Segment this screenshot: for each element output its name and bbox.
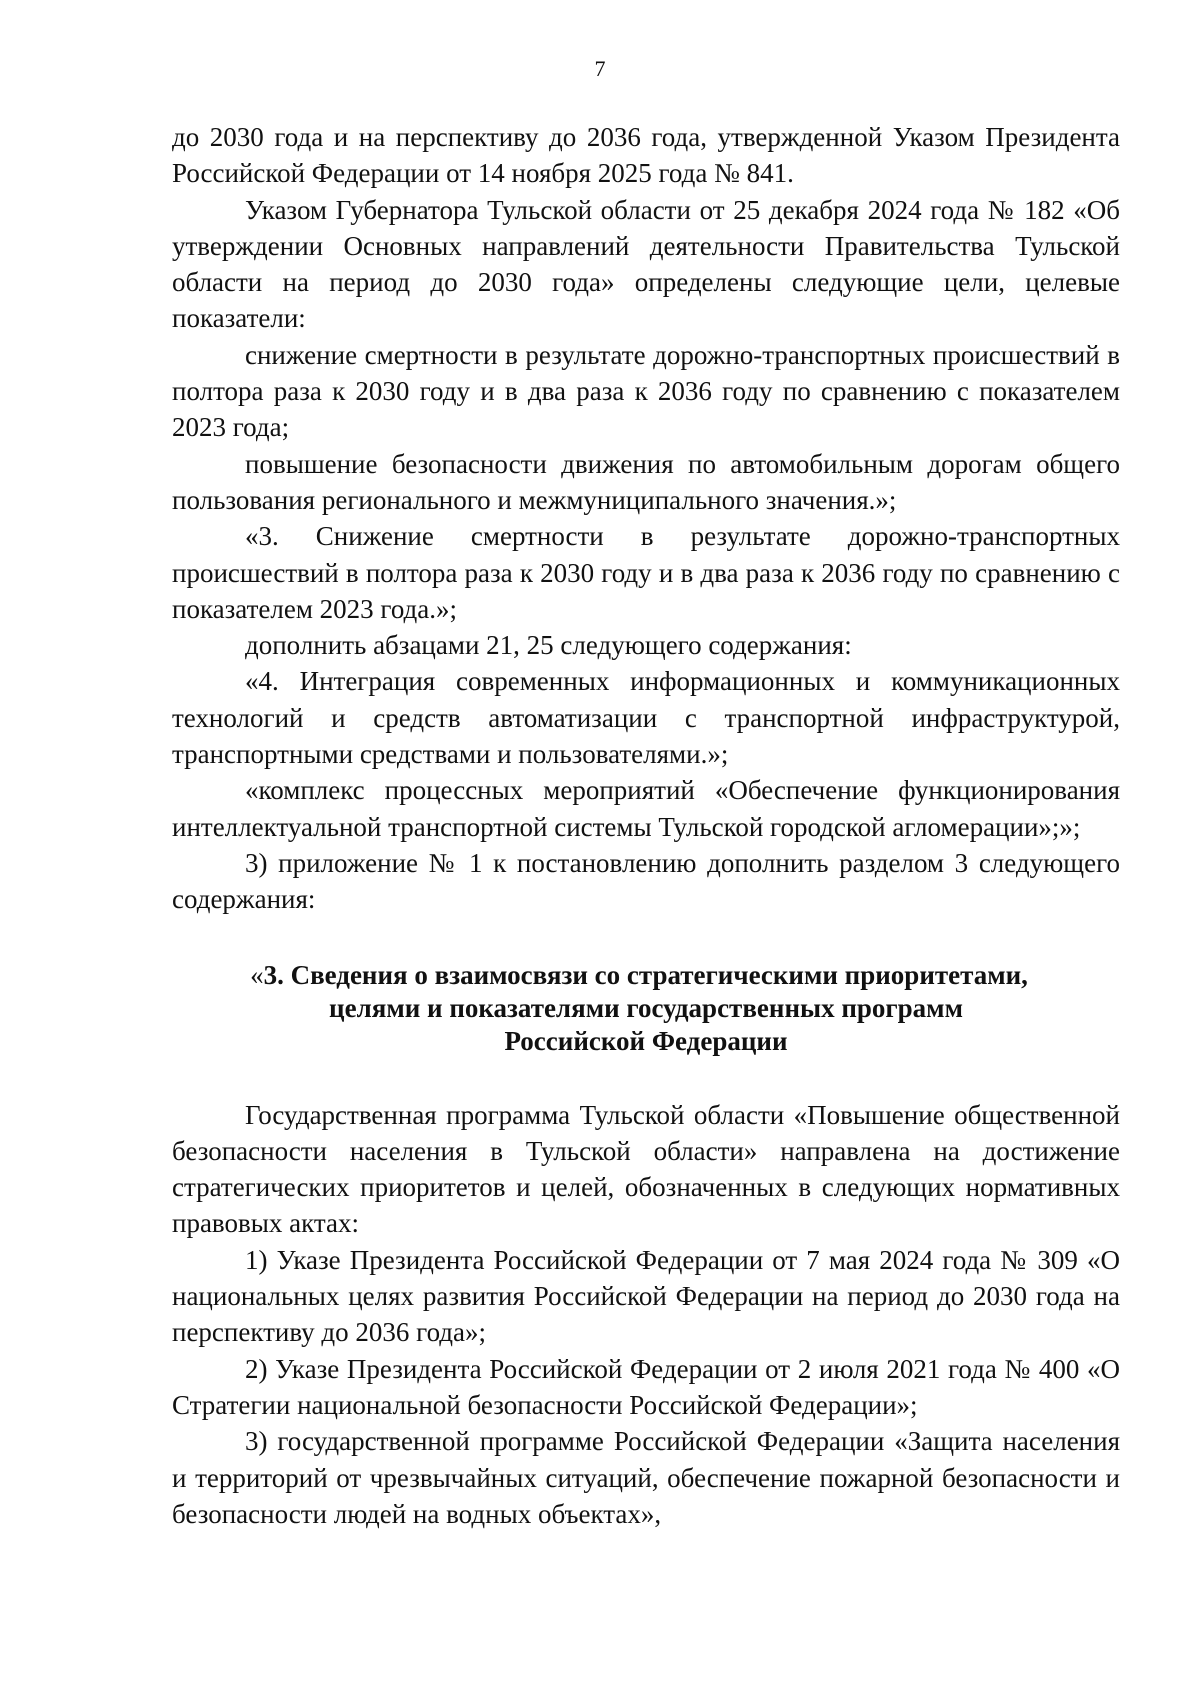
paragraph-appendix-amendment: 3) приложение № 1 к постановлению дополнить разделом 3 следующего содержания: bbox=[172, 847, 1120, 915]
paragraph-continuation: до 2030 года и на перспективу до 2036 года, утвержденной Указом Президента Российской Федерации от 14 ноября 2025 года № 841. bbox=[172, 122, 1120, 189]
section-heading bbox=[172, 959, 1120, 1058]
list-item-federal-program: 3) государственной программе Российской Федерации «Защита населения и территорий от чрезвычайных ситуаций, обеспечение пожарной безопасности и безопасности людей на водных объектах», bbox=[172, 1426, 1120, 1529]
paragraph-item-4: «4. Интеграция современных информационных и коммуникационных технологий и средств автоматизации с транспортной инфраструктурой, транспортными средствами и пользователями.»; bbox=[172, 666, 1120, 770]
section-heading-line-3: Российской Федерации bbox=[504, 1025, 788, 1056]
section-heading-open-quote: « bbox=[250, 959, 264, 990]
paragraph-supplement: дополнить абзацами 21, 25 следующего содержания: bbox=[245, 630, 852, 661]
section-heading-line-2: целями и показателями государственных программ bbox=[329, 992, 963, 1023]
list-item-decree-309: 1) Указе Президента Российской Федерации от 7 мая 2024 года № 309 «О национальных целях развития Российской Федерации на период до 2030 года на перспективу до 2036 года»; bbox=[172, 1244, 1120, 1348]
document-body bbox=[172, 119, 1120, 1532]
section-heading-line-1-text: 3. Сведения о взаимосвязи со стратегическими приоритетами, bbox=[263, 959, 1028, 990]
section-heading-line-1 bbox=[172, 959, 1120, 992]
paragraph-governor-decree: Указом Губернатора Тульской области от 25 декабря 2024 года № 182 «Об утверждении Основных направлений деятельности Правительства Тульской области на период до 2030 года» определены следующие цели, целевые показатели: bbox=[172, 194, 1120, 334]
list-item-decree-400: 2) Указе Президента Российской Федерации от 2 июля 2021 года № 400 «О Стратегии национальной безопасности Российской Федерации»; bbox=[172, 1353, 1120, 1420]
paragraph-mortality-goal: снижение смертности в результате дорожно-транспортных происшествий в полтора раза к 2030 году и в два раза к 2036 году по сравнению с показателем 2023 года; bbox=[172, 339, 1120, 443]
paragraph-program-intro: Государственная программа Тульской области «Повышение общественной безопасности населения в Тульской области» направлена на достижение стратегических приоритетов и целей, обозначенных в следующих нормативных правовых актах: bbox=[172, 1099, 1120, 1239]
paragraph-traffic-safety: повышение безопасности движения по автомобильным дорогам общего пользования регионального и межмуниципального значения.»; bbox=[172, 448, 1120, 515]
page-number: 7 bbox=[594, 56, 606, 81]
paragraph-process-measures: «комплекс процессных мероприятий «Обеспечение функционирования интеллектуальной транспортной системы Тульской городской агломерации»;»; bbox=[172, 775, 1120, 842]
paragraph-item-3: «3. Снижение смертности в результате дорожно-транспортных происшествий в полтора раза к 2030 году и в два раза к 2036 году по сравнению с показателем 2023 года.»; bbox=[172, 521, 1120, 624]
